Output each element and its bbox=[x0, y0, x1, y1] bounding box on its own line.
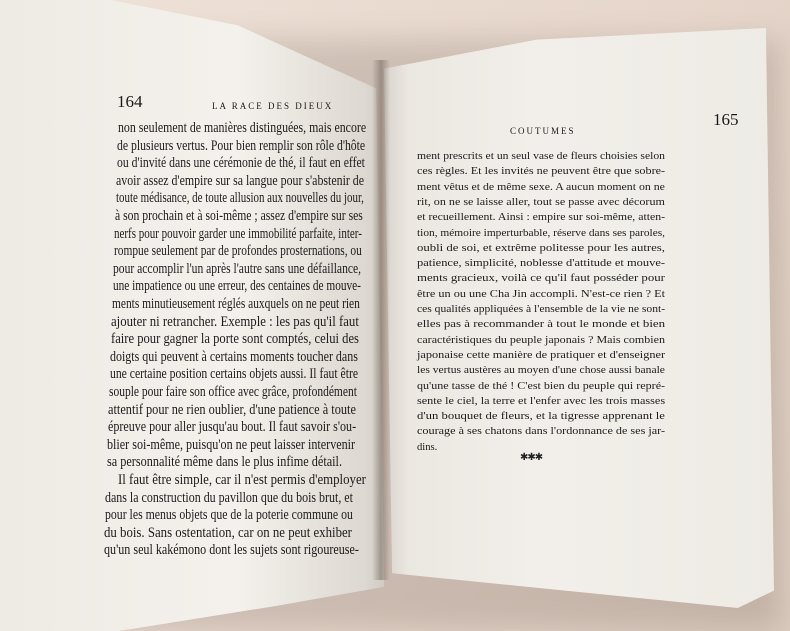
text-line: toute médisance, de toute allusion aux nouvelles du jour, bbox=[115, 190, 364, 207]
text-line: ment prescrits et un seul vase de fleurs choisies selon bbox=[417, 151, 665, 162]
text-line: avoir assez d'empire sur sa langue pour s'abstenir de bbox=[116, 172, 365, 189]
text-line: japonaise cette manière de pratiquer et d'enseigner bbox=[417, 349, 666, 361]
text-line: Il faut être simple, car il n'est permis d'employer bbox=[118, 472, 366, 488]
text-line: être un ou une Cha Jin accompli. N'est-ce rien ? Et bbox=[417, 288, 666, 300]
right-running-head: COUTUMES bbox=[510, 126, 576, 136]
text-line: rit, on ne se laisse aller, tout se passe avec décorum bbox=[417, 196, 665, 208]
text-line: pour les menus objets que de la poterie commune ou bbox=[104, 507, 353, 524]
text-line: ment vêtus et de même sexe. A aucun moment on ne bbox=[417, 181, 665, 193]
text-line: attentif pour ne rien oublier, d'une patience à toute bbox=[108, 401, 357, 418]
text-line: elles pas à recommander à tout le monde et bien bbox=[417, 319, 666, 331]
text-line: d'un bouquet de fleurs, et la tigresse apprenant le bbox=[417, 411, 665, 423]
text-line: dins. bbox=[417, 441, 438, 453]
text-line: ments minutieusement réglés auxquels on ne peut rien bbox=[112, 296, 360, 312]
text-line: tion, mémoire imperturbable, réserve dans ses paroles, bbox=[417, 227, 666, 239]
text-line: rompue seulement par de profondes prosternations, ou bbox=[113, 243, 362, 260]
left-page-number: 164 bbox=[117, 92, 143, 111]
text-line: non seulement de manières distinguées, mais encore bbox=[118, 120, 367, 136]
text-line: ajouter ni retrancher. Exemple : les pas qu'il faut bbox=[111, 313, 360, 330]
text-line: oubli de soi, et extrême politesse pour les autres, bbox=[417, 242, 665, 254]
text-line: ments gracieux, voilà ce qu'il faut posséder pour bbox=[417, 273, 665, 285]
text-line: épreuve pour aller jusqu'au bout. Il faut savoir s'ou- bbox=[107, 419, 356, 436]
text-line: blier soi-même, puisqu'on ne peut laisser intervenir bbox=[107, 436, 356, 453]
text-line: ces règles. Et les invités ne peuvent être que sobre- bbox=[417, 166, 666, 178]
text-line: ou d'invité dans une cérémonie de thé, il faut en effet bbox=[116, 155, 365, 172]
text-line: du bois. Sans ostentation, car on ne peut exhiber bbox=[104, 524, 353, 541]
text-line: qu'un seul kakémono dont les sujets sont rigoureuse- bbox=[103, 542, 359, 559]
text-line: nerfs pour pouvoir garder une immobilité parfaite, inter- bbox=[114, 225, 363, 242]
text-line: de plusieurs vertus. Pour bien remplir son rôle d'hôte bbox=[117, 137, 366, 154]
text-line: patience, simplicité, noblesse d'attitude et mouve- bbox=[417, 258, 666, 270]
text-line: à son prochain et à soi-même ; assez d'empire sur ses bbox=[115, 208, 363, 224]
text-line: sa personnalité même dans le plus infime détail. bbox=[106, 454, 342, 471]
text-line: ces qualités appliquées à l'ensemble de la vie ne sont- bbox=[417, 304, 666, 315]
text-line: souple pour faire son office avec grâce, profondément bbox=[109, 384, 357, 400]
left-running-head: LA RACE DES DIEUX bbox=[212, 101, 334, 111]
text-line: faire pour gagner la porte sont comptés, celui des bbox=[110, 331, 359, 348]
text-line: les vertus austères au moyen d'une chose aussi banale bbox=[417, 365, 665, 377]
text-line: qu'une tasse de thé ! C'est bien du peuple qui repré- bbox=[417, 380, 666, 392]
text-line: sente le ciel, la terre et l'enfer avec les trois masses bbox=[417, 395, 666, 407]
text-line: une impatience ou une erreur, des centaines de mouve- bbox=[112, 278, 361, 295]
text-line: dans la construction du pavillon que du bois brut, et bbox=[105, 489, 354, 506]
ornament-icon: ✱✱✱ bbox=[520, 452, 543, 463]
text-line: et recueillement. Ainsi : empire sur soi-même, atten- bbox=[417, 212, 666, 224]
text-line: caractéristiques du peuple japonais ? Mais combien bbox=[417, 334, 665, 346]
text-line: une certaine position certains objets aussi. Il faut être bbox=[109, 366, 358, 383]
text-line: courage à ses chatons dans l'ordonnance de ses jar- bbox=[417, 426, 666, 438]
right-page-number: 165 bbox=[713, 110, 739, 129]
text-line: doigts qui peuvent à certains moments toucher dans bbox=[110, 348, 359, 365]
book-gutter bbox=[372, 60, 390, 580]
text-line: pour accomplir l'un après l'autre sans une défaillance, bbox=[113, 260, 362, 277]
